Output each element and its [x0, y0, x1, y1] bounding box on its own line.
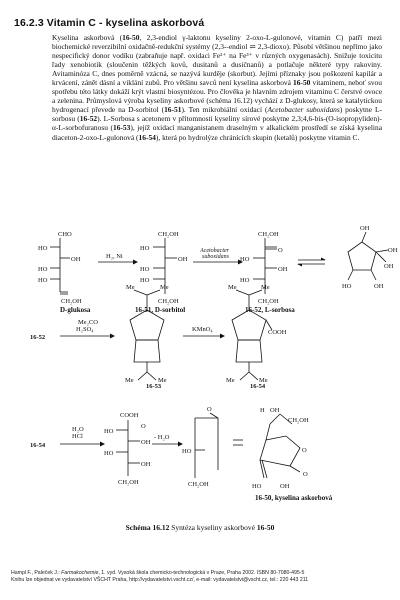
svg-text:HO: HO [140, 266, 150, 273]
svg-text:OH: OH [270, 407, 280, 414]
label-16-53: 16-53 [146, 383, 162, 390]
text-run: ). Ten mikrobiální oxidací ( [181, 105, 268, 115]
svg-text:CH₂OH: CH₂OH [61, 298, 82, 305]
svg-text:HO: HO [252, 483, 262, 490]
body-paragraph [52, 33, 382, 142]
reagent-h2o: H₂O [72, 426, 84, 433]
svg-text:COOH: COOH [268, 329, 287, 336]
svg-text:Me: Me [259, 377, 268, 384]
svg-text:OH: OH [280, 483, 290, 490]
caption-prefix: Schéma 16.12 [125, 523, 170, 532]
svg-text:COOH: COOH [120, 412, 139, 419]
svg-text:HO: HO [140, 245, 150, 252]
svg-text:HO: HO [38, 245, 48, 252]
footer-book-title: Farmakochemie [61, 570, 99, 576]
label-sorbose: 16-52, L-sorbosa [245, 306, 295, 314]
svg-text:OH: OH [384, 263, 394, 270]
compound-ref: 16-52 [79, 114, 98, 124]
svg-text:OH: OH [374, 283, 384, 290]
svg-text:CHO: CHO [58, 231, 72, 238]
svg-text:HO: HO [104, 450, 114, 457]
svg-text:CH₂OH: CH₂OH [118, 479, 139, 486]
svg-text:Me: Me [125, 377, 134, 384]
svg-text:OH: OH [388, 247, 398, 254]
svg-text:HO: HO [104, 428, 114, 435]
text-run: ). L-Sorbosa s acetonem v přítomnosti kyseliny sírové poskytne 2,3;4,6-bis-(O-isopropyliden)-α-L-sorbofuranosu ( [52, 114, 382, 133]
svg-text:CH₂OH: CH₂OH [258, 298, 279, 305]
svg-text:OH: OH [71, 256, 81, 263]
label-ascorbic-acid: 16-50, kyselina askorbová [255, 494, 333, 502]
svg-text:HO: HO [240, 256, 250, 263]
svg-text:Me: Me [126, 284, 135, 291]
text-run: vitaminem, neboť svou spotřebu této látky dokáží krýt vlastní biosyntézou. Pro člověka je hlavním zdrojem vitaminu C čerstvé ovoce a zelenina. Průmyslová výroba kyseliny askorbové (schéma 16.12) vychází z D-glukosy, která se katalytickou hydrogenací převede na D-sorbitol ( [52, 78, 382, 115]
reagent-hcl: HCl [72, 433, 83, 440]
label-sorbitol: 16-51, D-sorbitol [135, 306, 186, 314]
svg-text:CH₂OH: CH₂OH [258, 231, 279, 238]
gulonic-acid-structure [116, 420, 140, 476]
svg-text:OH: OH [141, 461, 151, 468]
compound-ref: 16-50 [122, 33, 140, 42]
svg-text:HO: HO [240, 277, 250, 284]
svg-text:O: O [278, 247, 283, 254]
reaction-scheme [0, 218, 400, 528]
reagent-suboxidans: suboxidans [202, 254, 229, 260]
label-16-54: 16-54 [250, 383, 266, 390]
glucose-structure [50, 238, 70, 294]
svg-text:Me: Me [160, 284, 169, 291]
text-run: , 2,3-endiol γ-laktonu kyseliny 2-oxo-L-gulonové, vitamin C) patří mezi biochemické reverzibilní oxidačně-redukční systémy (2,3--endiol ⇌ 2,3-dioxo). Působí většinou nepřímo jako nespecifický donor vodíku (zabraňuje např. oxidaci Fe²⁺ na Fe³⁺ v různých oxygenasách). Snižuje toxicitu řady xenobiotik (sloučenin těžkých kovů, dusitanů a dusičnanů) a potlačuje některé typy rakoviny. Avitaminóza C, dnes poměrně vzácná, se nazývá kurděje (skorbut). Jejími příznaky jsou poškození kapilár a krvácení, zánět dásní a viklání zubů. Pro většinu savců není kyselina askorbová [52, 33, 382, 88]
footer-authors: Hampl F., Paleček J.: [11, 570, 62, 576]
sorbofuranose-ring [348, 232, 388, 280]
svg-text:CH₂OH: CH₂OH [158, 298, 179, 305]
svg-text:O: O [207, 406, 212, 413]
svg-text:OH: OH [360, 225, 370, 232]
caption-compound: 16-50 [256, 523, 275, 532]
svg-text:HO: HO [342, 283, 352, 290]
footer-order-info: Knihu lze objednat ve vydavatelství VŠCHT Praha, http://vydavatelstvi.vscht.cz/, e-mail: vydavatelstvi@vscht.cz, tel.: 220 443 211 [11, 577, 309, 583]
reagent-acetone: Me₂CO [78, 319, 98, 326]
svg-text:OH: OH [278, 266, 288, 273]
svg-text:Me: Me [158, 377, 167, 384]
text-run: Kyselina askorbová ( [52, 33, 123, 42]
compound-ref: 16-54 [138, 132, 156, 142]
lactone-fischer-structure [195, 413, 218, 478]
svg-text:HO: HO [182, 448, 192, 455]
svg-text:O: O [141, 423, 146, 430]
footer-citation [11, 570, 396, 577]
reagent-minus-h2o: - H₂O [154, 434, 170, 441]
text-run: ), která po hydrolýze chránících skupin (ketalů) poskytne vitamin C. [155, 132, 360, 142]
svg-text:OH: OH [178, 256, 188, 263]
section-heading: 16.2.3 Vitamin C - kyselina askorbová [14, 17, 205, 29]
svg-text:O: O [303, 471, 308, 478]
label-16-54-row3: 16-54 [30, 442, 46, 449]
svg-text:HO: HO [140, 277, 150, 284]
svg-text:Me: Me [261, 284, 270, 291]
scheme-caption [0, 523, 400, 532]
text-run: ) poskytne L-sorbosu ( [52, 105, 382, 124]
svg-text:OH: OH [141, 439, 151, 446]
svg-text:CH₂OH: CH₂OH [158, 231, 179, 238]
footer-publisher: , 1. vyd. Vysoká škola chemicko-technologická v Praze, Praha 2002. ISBN 80-7080-495-5 [98, 570, 305, 576]
svg-text:HO: HO [38, 266, 48, 273]
svg-text:CH₂OH: CH₂OH [188, 481, 209, 488]
compound-ref: 16-53 [113, 123, 131, 133]
svg-text:O: O [302, 447, 307, 454]
svg-text:Me: Me [228, 284, 237, 291]
text-run: ), jejíž oxidací manganistanem draselným v alkalickém prostředí se získá kyselina diaceton-2-oxo-L-gulonová ( [52, 123, 383, 142]
label-16-52: 16-52 [30, 334, 46, 341]
compound-ref: 16-50 [293, 78, 311, 88]
svg-text:HO: HO [38, 277, 48, 284]
reagent-kmno4: KMnO₄ [192, 326, 213, 333]
reagent-acetobacter: Acetobacter [200, 248, 229, 254]
caption-text: Syntéza kyseliny askorbové [169, 523, 257, 532]
label-d-glucose: D-glukosa [60, 306, 91, 314]
svg-text:Me: Me [226, 377, 235, 384]
svg-text:H: H [260, 407, 265, 414]
compound-ref: 16-51 [164, 105, 182, 115]
reagent-h2-ni: H₂, Ni [106, 253, 123, 260]
reagent-h2so4: H₂SO₄ [76, 326, 94, 333]
page-footer [11, 570, 396, 584]
organism-name: Acetobacter suboxidans [267, 105, 340, 115]
svg-text:CH₂OH: CH₂OH [288, 417, 309, 424]
